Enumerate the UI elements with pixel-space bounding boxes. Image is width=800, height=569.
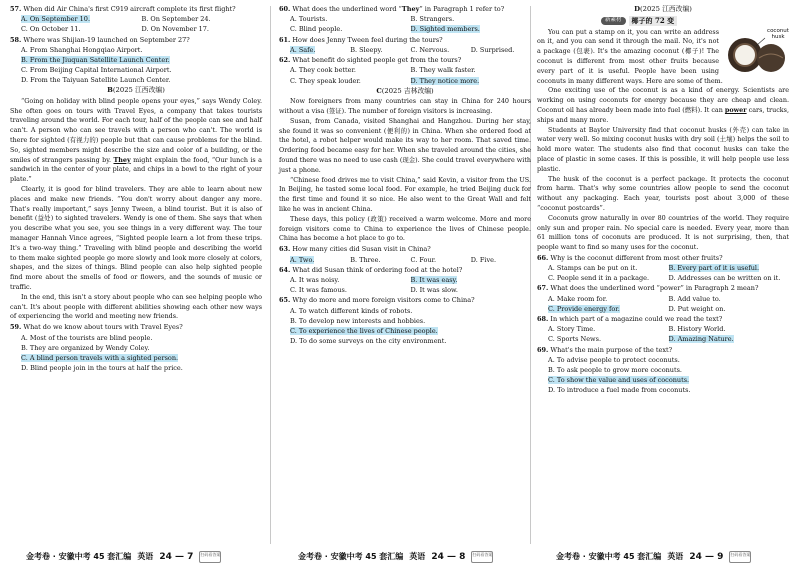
option[interactable]: B. Strangers. [410,15,455,24]
paragraph: You can put a stamp on it, you can write an address on it, and you can send it through the mail. No, it's not a package (包裹). It's the amazing coconut (椰子)! The coconut is different from most other fruits because every part of it is useful. People have been using coconuts in many different ways. Here are some of them. [537,27,723,85]
image-label: coconut husk [767,27,789,40]
option[interactable]: A. They cook better. [290,66,356,75]
option[interactable]: C. They speak louder. [290,76,361,85]
passage-heading: B(2025 江西改编) [107,86,165,95]
option[interactable]: B. To ask people to grow more coconuts. [548,366,683,375]
coconut-image [723,28,789,74]
paragraph: Susan, from Canada, visited Shanghai and Hangzhou. During her stay, she found it was so convenient (便利的) in China. When she ordered food at the hotel, a robot helper would make its way to her room. That saved time. Ordering food became easy for her. When she traveled around the cities, she found there was no need to use cash (现金). She could travel everywhere with just a phone. [279,116,531,174]
option[interactable]: D. Put weight on. [668,304,726,313]
page-number: 24 — 8 [431,551,466,562]
option[interactable]: A. On September 10. [21,15,91,24]
option[interactable]: B. Every part of it is useful. [668,264,760,273]
option[interactable]: C. It was famous. [290,286,347,295]
passage-heading: D(2025 江西改编) [634,5,692,13]
option[interactable]: A. Story Time. [548,325,596,334]
option[interactable]: D. Surprised. [470,45,515,54]
option[interactable]: D. Blind people join in the tours at half the price. [21,363,183,372]
option[interactable]: C. From Beijing Capital International Airport. [21,66,172,75]
footer-subject: 英语 [667,552,684,562]
paragraph: “Chinese food drives me to visit China,” said Kevin, a visitor from the US. In Beijing, he tasted some local food. For example, he tried Beijing duck for the first time and found it so nice. He also went to the Great Wall and felt like he was in ancient China. [279,175,531,213]
question-69: 69. What's the main purpose of the text? [537,345,673,354]
option[interactable]: A. Tourists. [290,15,328,24]
option[interactable]: A. Safe. [290,45,316,54]
page-number: 24 — 9 [689,551,724,562]
question-66: 66. Why is the coconut different from most other fruits? [537,253,723,262]
option[interactable]: D. It was slow. [410,286,458,295]
option[interactable]: A. Most of the tourists are blind people. [21,333,153,342]
column-1 [10,4,262,373]
option[interactable]: D. From the Taiyuan Satellite Launch Center. [21,76,171,85]
topic-title: 椰子的 72 变 [629,16,678,26]
option[interactable]: B. From the Jiuquan Satellite Launch Center. [21,56,170,65]
footer-title: 金考卷 · 安徽中考 45 套汇编 [26,552,132,562]
option[interactable]: D. On November 17. [141,25,209,34]
option[interactable]: B. Add value to. [668,294,721,303]
option[interactable]: C. Provide energy for. [548,304,620,313]
option[interactable]: A. From Shanghai Hongqiao Airport. [21,45,143,54]
option[interactable]: C. People send it in a package. [548,274,650,283]
page-footer [298,548,548,566]
paragraph: One exciting use of the coconut is as a kind of energy. Scientists are working on using coconuts for energy because they are cheap and clean. Coconut oil has already been made into fuel (燃料). It can power cars, trucks, ships and many more. [537,86,789,124]
paragraph: Now foreigners from many countries can stay in China for 240 hours without a visa (签证). The number of foreign visitors is increasing. [279,97,531,116]
new-material-badge: 新素材 [601,17,626,25]
question-57: 57. When did Air China's first C919 aircraft complete its first flight? [10,5,236,13]
option[interactable]: D. To do some surveys on the city environment. [290,336,447,345]
option[interactable]: D. Sighted members. [410,25,480,34]
option[interactable]: A. It was noisy. [290,276,340,285]
option[interactable]: C. Nervous. [410,45,450,54]
column-2 [279,4,531,346]
passage-heading: C(2025 吉林改编) [376,86,434,95]
footer-subject: 英语 [409,552,426,562]
option[interactable]: A. Two. [290,255,315,264]
question-61: 61. How does Jenny Tween feel during the tours? [279,35,443,44]
qr-code-icon[interactable]: 扫码看答案 [729,551,751,563]
paragraph: Clearly, it is good for blind travelers. They are able to learn about new places and make new friends. “You don't worry about danger any more. That's really important,” says Jenny Tween, a blind tourist. But it is also of benefit (益处) to sighted travelers. Wendy is one of them. She says that when you describe what you see, you see things in a very different way. The tour manager Hannah Vince agrees, “Sighted people learn a lot from these trips. It's a two-way thing.” Traveling with blind people and describing the world to them make sighted people go more slowly and look more closely at colors, shapes, and the sizes of things. Blind people can also help sighted people find more about the smells of food or flowers, and the sounds of music or traffic. [10,185,262,291]
page-number: 24 — 7 [159,551,194,562]
question-58: 58. Where was Shijian-19 launched on September 27? [10,35,190,44]
paragraph: Coconuts grow naturally in over 80 countries of the world. They require only sun and proper rain. No special care is needed. Every year, more than 61 million tons of coconuts are produced. It is not surprising, then, that people want to find so many uses for the coconut. [537,213,789,252]
option[interactable]: D. To introduce a fuel made from coconuts. [548,386,691,395]
option[interactable]: B. Sleepy. [350,45,383,54]
qr-code-icon[interactable]: 扫码看答案 [471,551,493,563]
paragraph: “Going on holiday with blind people opens your eyes,” says Wendy Coley. She often goes on tours with Travel Eyes, a company that takes tourists traveling around the world. For each tour, half of the people can see and half can't. A person who can see travels with a person who can't. The world is there for sighted (有视力的) people but that can cause problems for the blind. So, sighted members might describe the size and color of a building, or the smiles of strangers passing by. They might explain the food, “Our lunch is a sandwich in the center of your plate, and chips in a bowl to the right of your plate.” [10,96,262,184]
option[interactable]: B. History World. [668,325,726,334]
footer-subject: 英语 [137,552,154,562]
option[interactable]: B. Three. [350,255,381,264]
option[interactable]: C. To show the value and uses of coconuts. [548,376,690,385]
question-68: 68. In which part of a magazine could we read the text? [537,315,723,323]
question-64: 64. What did Susan think of ordering food at the hotel? [279,265,463,274]
option[interactable]: C. A blind person travels with a sighted person. [21,353,179,362]
paragraph: Students at Baylor University find that coconut husks (外壳) can take in water very well. So mixing coconut husks with dry soil (土壤) helps the soil to hold more water. The students also find that coconut husks can take the place of plastic in some cases. If this is possible, it will help people use less plastic. [537,125,789,173]
option[interactable]: B. They walk faster. [410,66,476,75]
option[interactable]: C. To experience the lives of Chinese people. [290,326,438,335]
option[interactable]: B. It was easy. [410,276,458,285]
footer-title: 金考卷 · 安徽中考 45 套汇编 [298,552,404,562]
option[interactable]: D. Addresses can be written on it. [668,274,781,283]
page-footer [556,548,800,566]
question-60: 60. What does the underlined word “They” in Paragraph 1 refer to? [279,5,505,13]
question-65: 65. Why do more and more foreign visitors come to China? [279,296,475,305]
question-63: 63. How many cities did Susan visit in China? [279,245,431,254]
page-footer [26,548,276,566]
qr-code-icon[interactable]: 扫码看答案 [199,551,221,563]
question-62: 62. What benefit do sighted people get from the tours? [279,56,462,65]
option[interactable]: A. To watch different kinds of robots. [290,306,413,315]
footer-title: 金考卷 · 安徽中考 45 套汇编 [556,552,662,562]
option[interactable]: A. To advise people to protect coconuts. [548,355,680,364]
paragraph: In the end, this isn't a story about people who can see helping people who can't. It's about people with different abilities showing each other new ways of experiencing the world and meeting new friends. [10,292,262,321]
question-59: 59. What do we know about tours with Travel Eyes? [10,323,183,332]
option[interactable]: C. Blind people. [290,25,343,34]
option[interactable]: C. Four. [410,255,437,264]
option[interactable]: C. Sports News. [548,335,602,344]
option[interactable]: D. Five. [470,255,497,264]
option[interactable]: D. They notice more. [410,76,480,85]
column-3 [537,4,789,395]
option[interactable]: A. Stamps can be put on it. [548,264,638,273]
option[interactable]: B. On September 24. [141,15,211,24]
option[interactable]: B. They are organized by Wendy Coley. [21,343,150,352]
option[interactable]: C. On October 11. [21,25,81,34]
topic-tag [601,16,789,26]
option[interactable]: B. To develop new interests and hobbies. [290,316,426,325]
option[interactable]: D. Amazing Nature. [668,335,734,344]
option[interactable]: A. Make room for. [548,294,608,303]
question-67: 67. What does the underlined word “power” in Paragraph 2 mean? [537,284,759,293]
paragraph: The husk of the coconut is a perfect package. It protects the coconut from harm. That's why some countries allow people to send the coconut without any packaging. Each year, tourists post about 3,000 of these “coconut postcards”. [537,174,789,212]
paragraph: These days, this policy (政策) received a warm welcome. More and more foreign visitors come to China to experience the lives of Chinese people. China has become a hot place to go to. [279,214,531,243]
